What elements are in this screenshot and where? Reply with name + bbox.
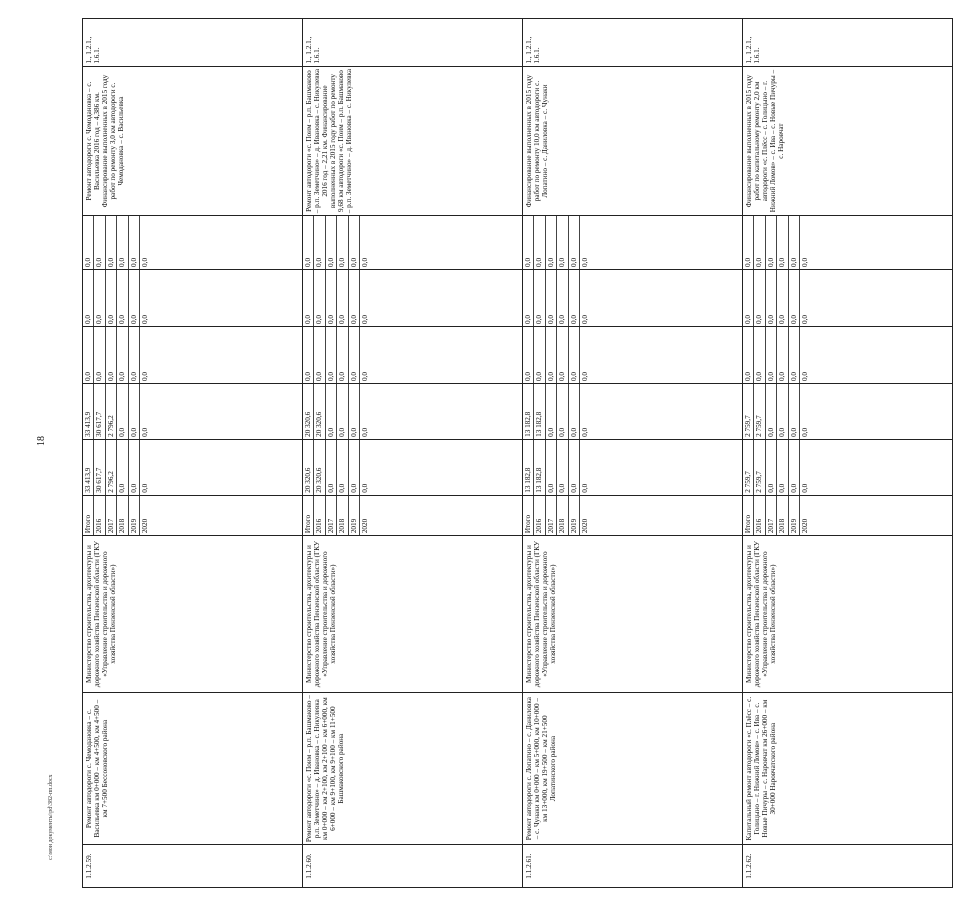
value-cell: 0,0 bbox=[140, 427, 149, 437]
total-funding-column bbox=[83, 439, 303, 495]
value-cell: 20 320,6 bbox=[314, 384, 325, 439]
value-cell: 0,0 bbox=[303, 270, 314, 326]
local-budget-column bbox=[743, 269, 953, 326]
expected-result: Ремонт автодороги с. Чемодановка – с. Васильевка 2016 год – 4,386 км. Финансирование выполненных в 2015 году работ по ремонту 3,0 км автодороги с. Чемодановка – с. Васильевка bbox=[83, 66, 303, 216]
value-cell: 2018 bbox=[117, 496, 128, 535]
value-cell: 0,0 bbox=[360, 427, 369, 437]
table-row bbox=[83, 19, 303, 888]
indicator-ref: 1., 1.2.1., 1.6.1. bbox=[523, 19, 743, 67]
value-cell: 0,0 bbox=[117, 270, 128, 326]
expected-result: Финансирование выполненных в 2015 году работ по капитальному ремонту 2,0 км автодороги «с. Плёсс – с. Голицыно – г. Нижний Ломов» – с. Ива – с. Новые Пичуры – с. Наровчат bbox=[743, 66, 953, 216]
value-cell: 0,0 bbox=[580, 483, 589, 493]
value-cell: 0,0 bbox=[94, 327, 105, 383]
value-cell: 0,0 bbox=[743, 216, 754, 268]
value-cell: 0,0 bbox=[360, 257, 369, 267]
total-funding-column bbox=[743, 439, 953, 495]
value-cell: 0,0 bbox=[303, 327, 314, 383]
value-cell: 0,0 bbox=[349, 327, 360, 383]
value-cell: 0,0 bbox=[766, 216, 777, 268]
value-cell: 0,0 bbox=[743, 270, 754, 326]
value-cell: 2016 bbox=[754, 496, 765, 535]
value-cell: 0,0 bbox=[777, 327, 788, 383]
value-cell: 2 759,7 bbox=[743, 384, 754, 439]
federal-budget-column bbox=[303, 326, 523, 383]
year-column bbox=[523, 495, 743, 535]
value-cell: 0,0 bbox=[129, 270, 140, 326]
page-number: 18 bbox=[36, 436, 47, 446]
rotated-page bbox=[82, 18, 809, 888]
value-cell: 2020 bbox=[140, 518, 149, 534]
value-cell: 0,0 bbox=[117, 327, 128, 383]
value-cell: 2019 bbox=[569, 496, 580, 535]
table-row bbox=[303, 19, 523, 888]
object-name: Капитальный ремонт автодороги «с. Плёсс – с. Голицыно – г. Нижний Ломов» – с. Ива – с. Новые Пичуры – с. Наровчат км 26+000 – км 30+000 Наровчатского района bbox=[743, 693, 953, 845]
value-cell: 0,0 bbox=[326, 384, 337, 439]
indicator-ref: 1., 1.2.1., 1.6.1. bbox=[303, 19, 523, 67]
value-cell: 2 759,7 bbox=[754, 384, 765, 439]
value-cell: Итого bbox=[303, 496, 314, 535]
value-cell: 0,0 bbox=[326, 216, 337, 268]
value-cell: 0,0 bbox=[557, 440, 568, 495]
value-cell: 0,0 bbox=[314, 216, 325, 268]
value-cell: 2 796,2 bbox=[106, 440, 117, 495]
expected-result: Финансирование выполненных в 2015 году работ по ремонту 10,0 км автодороги с. Лопатино – с. Даниловка – с. Чунаки bbox=[523, 66, 743, 216]
other-sources-column bbox=[523, 216, 743, 269]
other-sources-column bbox=[303, 216, 523, 269]
regional-budget-column bbox=[523, 384, 743, 440]
value-cell: 0,0 bbox=[117, 216, 128, 268]
value-cell: 0,0 bbox=[546, 270, 557, 326]
value-cell: 0,0 bbox=[800, 427, 809, 437]
value-cell: 2 759,7 bbox=[754, 440, 765, 495]
table-row bbox=[523, 19, 743, 888]
row-number: 1.1.2.59. bbox=[83, 845, 303, 888]
value-cell: 2016 bbox=[534, 496, 545, 535]
value-cell: 2019 bbox=[129, 496, 140, 535]
year-column bbox=[83, 495, 303, 535]
indicator-ref: 1., 1.2.1., 1.6.1. bbox=[743, 19, 953, 67]
value-cell: 2 796,2 bbox=[106, 384, 117, 439]
year-column bbox=[743, 495, 953, 535]
value-cell: 0,0 bbox=[129, 327, 140, 383]
value-cell: 0,0 bbox=[580, 257, 589, 267]
value-cell: 0,0 bbox=[789, 384, 800, 439]
federal-budget-column bbox=[523, 326, 743, 383]
value-cell: 0,0 bbox=[743, 327, 754, 383]
value-cell: 0,0 bbox=[117, 384, 128, 439]
value-cell: 0,0 bbox=[129, 440, 140, 495]
value-cell: 0,0 bbox=[140, 257, 149, 267]
value-cell: 33 413,9 bbox=[83, 440, 94, 495]
value-cell: 2017 bbox=[326, 496, 337, 535]
executor: Министерство строительства, архитектуры и дорожного хозяйства Пензенской области (ГКУ «Управление строительства и дорожного хозяйства Пензенской области») bbox=[303, 536, 523, 693]
value-cell: 0,0 bbox=[129, 216, 140, 268]
value-cell: 0,0 bbox=[303, 216, 314, 268]
value-cell: 0,0 bbox=[557, 384, 568, 439]
value-cell: 0,0 bbox=[140, 483, 149, 493]
value-cell: 0,0 bbox=[569, 216, 580, 268]
total-funding-column bbox=[523, 439, 743, 495]
value-cell: 13 182,8 bbox=[534, 440, 545, 495]
expected-result: Ремонт автодороги «с. Поим – р.п. Башмаково – р.п. Земетчино» – д. Ивановка – с. Никулевка 2016 год – 2,21 км. Финансирование выполненных в 2015 году работ по ремонту 9,68 км автодороги «с. Поим – р.п. Башмаково – р.п. Земетчино» – д. Ивановка – с. Никулевка bbox=[303, 66, 523, 216]
value-cell: 2017 bbox=[106, 496, 117, 535]
value-cell: 0,0 bbox=[800, 483, 809, 493]
indicator-ref: 1., 1.2.1., 1.6.1. bbox=[83, 19, 303, 67]
value-cell: 0,0 bbox=[546, 384, 557, 439]
value-cell: 0,0 bbox=[337, 216, 348, 268]
value-cell: 2 759,7 bbox=[743, 440, 754, 495]
value-cell: 0,0 bbox=[83, 216, 94, 268]
value-cell: 0,0 bbox=[800, 257, 809, 267]
value-cell: 0,0 bbox=[569, 270, 580, 326]
value-cell: 2016 bbox=[94, 496, 105, 535]
value-cell: 2018 bbox=[557, 496, 568, 535]
value-cell: 0,0 bbox=[754, 216, 765, 268]
row-number: 1.1.2.62. bbox=[743, 845, 953, 888]
value-cell: 0,0 bbox=[534, 270, 545, 326]
object-name: Ремонт автодороги с. Лопатино – с. Даниловка – с. Чунаки км 0+000 – км 5+000, км 10+000 – км 13+000, км 19+500 – км 21+500 Лопатинского района bbox=[523, 693, 743, 845]
value-cell: 0,0 bbox=[557, 327, 568, 383]
value-cell: 0,0 bbox=[140, 315, 149, 324]
object-name: Ремонт автодороги «с. Поим – р.п. Башмаково – р.п. Земетчино» – д. Ивановка – с. Никулевка км 0+000 – км 2+100, км 2+100 – км 6+000, км 6+000 – км 9+100, км 9+100 – км 11+500 Башмаковского района bbox=[303, 693, 523, 845]
value-cell: 13 182,8 bbox=[534, 384, 545, 439]
executor: Министерство строительства, архитектуры и дорожного хозяйства Пензенской области (ГКУ «Управление строительства и дорожного хозяйства Пензенской области») bbox=[523, 536, 743, 693]
value-cell: 0,0 bbox=[94, 270, 105, 326]
regional-budget-column bbox=[303, 384, 523, 440]
value-cell: 0,0 bbox=[754, 270, 765, 326]
value-cell: 0,0 bbox=[523, 216, 534, 268]
value-cell: 0,0 bbox=[789, 216, 800, 268]
value-cell: 0,0 bbox=[777, 216, 788, 268]
value-cell: 30 617,7 bbox=[94, 440, 105, 495]
value-cell: 0,0 bbox=[314, 327, 325, 383]
value-cell: 0,0 bbox=[534, 327, 545, 383]
value-cell: 0,0 bbox=[326, 270, 337, 326]
value-cell: 0,0 bbox=[766, 270, 777, 326]
value-cell: 0,0 bbox=[800, 315, 809, 324]
executor: Министерство строительства, архитектуры и дорожного хозяйства Пензенской области (ГКУ «Управление строительства и дорожного хозяйства Пензенской области») bbox=[743, 536, 953, 693]
value-cell: 13 182,8 bbox=[523, 384, 534, 439]
value-cell: 0,0 bbox=[326, 327, 337, 383]
value-cell: 0,0 bbox=[349, 440, 360, 495]
value-cell: 0,0 bbox=[337, 270, 348, 326]
row-number: 1.1.2.61. bbox=[523, 845, 743, 888]
value-cell: 2018 bbox=[777, 496, 788, 535]
value-cell: Итого bbox=[523, 496, 534, 535]
value-cell: 0,0 bbox=[349, 384, 360, 439]
local-budget-column bbox=[83, 269, 303, 326]
value-cell: 0,0 bbox=[129, 384, 140, 439]
footer-file-path: c:\мои документы\pd\382-пп.docx bbox=[48, 774, 54, 860]
program-table bbox=[82, 18, 953, 888]
value-cell: 0,0 bbox=[523, 327, 534, 383]
value-cell: 0,0 bbox=[789, 270, 800, 326]
value-cell: 0,0 bbox=[83, 270, 94, 326]
value-cell: 0,0 bbox=[337, 384, 348, 439]
value-cell: 2017 bbox=[546, 496, 557, 535]
federal-budget-column bbox=[743, 326, 953, 383]
value-cell: 0,0 bbox=[777, 384, 788, 439]
value-cell: 0,0 bbox=[777, 440, 788, 495]
value-cell: 2017 bbox=[766, 496, 777, 535]
value-cell: 30 617,7 bbox=[94, 384, 105, 439]
value-cell: 0,0 bbox=[580, 372, 589, 382]
value-cell: 0,0 bbox=[106, 270, 117, 326]
value-cell: 0,0 bbox=[766, 384, 777, 439]
value-cell: 0,0 bbox=[349, 216, 360, 268]
total-funding-column bbox=[303, 439, 523, 495]
value-cell: 0,0 bbox=[83, 327, 94, 383]
value-cell: 0,0 bbox=[337, 440, 348, 495]
value-cell: 0,0 bbox=[337, 327, 348, 383]
other-sources-column bbox=[743, 216, 953, 269]
value-cell: 0,0 bbox=[800, 372, 809, 382]
value-cell: 0,0 bbox=[789, 440, 800, 495]
year-column bbox=[303, 495, 523, 535]
value-cell: 0,0 bbox=[789, 327, 800, 383]
value-cell: 0,0 bbox=[534, 216, 545, 268]
value-cell: 0,0 bbox=[140, 372, 149, 382]
value-cell: 0,0 bbox=[360, 483, 369, 493]
regional-budget-column bbox=[743, 384, 953, 440]
value-cell: 0,0 bbox=[106, 327, 117, 383]
value-cell: 0,0 bbox=[580, 427, 589, 437]
table-row bbox=[743, 19, 953, 888]
value-cell: 0,0 bbox=[580, 315, 589, 324]
value-cell: 2020 bbox=[800, 518, 809, 534]
value-cell: 0,0 bbox=[546, 440, 557, 495]
value-cell: 2018 bbox=[337, 496, 348, 535]
federal-budget-column bbox=[83, 326, 303, 383]
value-cell: 0,0 bbox=[557, 270, 568, 326]
value-cell: 0,0 bbox=[94, 216, 105, 268]
row-number: 1.1.2.60. bbox=[303, 845, 523, 888]
value-cell: 0,0 bbox=[326, 440, 337, 495]
value-cell: Итого bbox=[743, 496, 754, 535]
value-cell: 33 413,9 bbox=[83, 384, 94, 439]
object-name: Ремонт автодороги с. Чемодановка – с. Васильевка км 0+000 – км 4+500, км 4+500 – км 7+500 Бессоновского района bbox=[83, 693, 303, 845]
value-cell: Итого bbox=[83, 496, 94, 535]
value-cell: 2020 bbox=[360, 518, 369, 534]
value-cell: 0,0 bbox=[777, 270, 788, 326]
value-cell: 0,0 bbox=[360, 372, 369, 382]
value-cell: 0,0 bbox=[523, 270, 534, 326]
other-sources-column bbox=[83, 216, 303, 269]
value-cell: 0,0 bbox=[569, 440, 580, 495]
value-cell: 2019 bbox=[789, 496, 800, 535]
value-cell: 2020 bbox=[580, 518, 589, 534]
value-cell: 0,0 bbox=[569, 384, 580, 439]
value-cell: 20 320,6 bbox=[303, 440, 314, 495]
local-budget-column bbox=[303, 269, 523, 326]
value-cell: 0,0 bbox=[349, 270, 360, 326]
value-cell: 0,0 bbox=[546, 327, 557, 383]
value-cell: 0,0 bbox=[766, 327, 777, 383]
value-cell: 0,0 bbox=[569, 327, 580, 383]
value-cell: 0,0 bbox=[106, 216, 117, 268]
regional-budget-column bbox=[83, 384, 303, 440]
value-cell: 0,0 bbox=[557, 216, 568, 268]
value-cell: 20 320,6 bbox=[303, 384, 314, 439]
local-budget-column bbox=[523, 269, 743, 326]
table-body bbox=[83, 19, 953, 888]
value-cell: 2016 bbox=[314, 496, 325, 535]
executor: Министерство строительства, архитектуры и дорожного хозяйства Пензенской области (ГКУ «Управление строительства и дорожного хозяйства Пензенской области») bbox=[83, 536, 303, 693]
value-cell: 0,0 bbox=[314, 270, 325, 326]
value-cell: 0,0 bbox=[766, 440, 777, 495]
value-cell: 13 182,8 bbox=[523, 440, 534, 495]
value-cell: 0,0 bbox=[360, 315, 369, 324]
value-cell: 2019 bbox=[349, 496, 360, 535]
value-cell: 0,0 bbox=[117, 440, 128, 495]
value-cell: 20 320,6 bbox=[314, 440, 325, 495]
value-cell: 0,0 bbox=[754, 327, 765, 383]
value-cell: 0,0 bbox=[546, 216, 557, 268]
